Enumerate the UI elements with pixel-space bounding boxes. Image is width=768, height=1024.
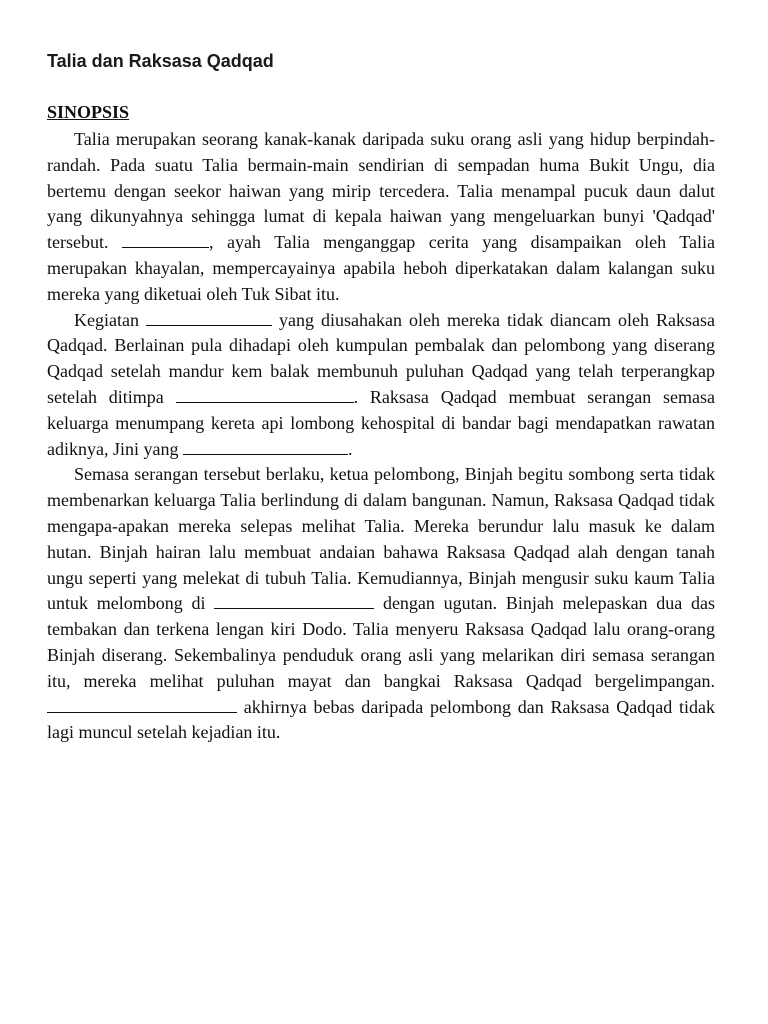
paragraph-3 (47, 462, 715, 746)
paragraph-text: . Raksasa Qadqad membuat serangan semasa keluarga menumpang kereta api lombong kehospital di bandar bagi mendapatkan rawatan adiknya, Jini yang (47, 386, 716, 459)
paragraph-text: yang diusahakan oleh mereka tidak diancam oleh Raksasa Qadqad. Berlainan pula dihadapi oleh kumpulan pembalak dan pelombong yang diserang Qadqad setelah mandur kem balak membunuh puluhan Qadqad yang telah terperangkap setelah ditimpa (47, 309, 716, 407)
paragraph-text: Talia merupakan seorang kanak-kanak daripada suku orang asli yang hidup berpindah-randah. Pada suatu Talia bermain-main sendirian di sempadan huma Bukit Ungu, dia bertemu dengan seekor haiwan yang mirip tercedera. Talia menampal pucuk daun dalut yang dikunyahnya sehingga lumat di kepala haiwan yang mengeluarkan bunyi 'Qadqad' tersebut. (47, 129, 715, 253)
fill-in-blank (214, 594, 374, 609)
paragraph-text: Semasa serangan tersebut berlaku, ketua pelombong, Binjah begitu sombong serta tidak membenarkan keluarga Talia berlindung di dalam bangunan. Namun, Raksasa Qadqad tidak mengapa-apakan mereka selepas melihat Talia. Mereka berundur lalu masuk ke dalam hutan. Binjah hairan lalu membuat andaian bahawa Raksasa Qadqad alah dengan tanah ungu seperti yang melekat di tubuh Talia. Kemudiannya, Binjah mengusir suku kaum Talia untuk melombong di (47, 464, 715, 614)
paragraph-2 (47, 308, 715, 463)
fill-in-blank (47, 698, 237, 713)
paragraph-text: Kegiatan (74, 309, 139, 330)
paragraph-text: . (347, 438, 353, 459)
fill-in-blank (146, 311, 272, 326)
section-heading: SINOPSIS (47, 102, 130, 122)
synopsis-body (47, 127, 715, 746)
paragraph-text: akhirnya bebas daripada pelombong dan Raksasa Qadqad tidak lagi muncul setelah kejadian itu. (47, 696, 716, 743)
paragraph-text: , ayah Talia menganggap cerita yang disampaikan oleh Talia merupakan khayalan, mempercayainya apabila heboh diperkatakan dalam kalangan suku mereka yang diketuai oleh Tuk Sibat itu. (47, 232, 715, 304)
paragraph-text: dengan ugutan. Binjah melepaskan dua das tembakan dan terkena lengan kiri Dodo. Talia menyeru Raksasa Qadqad lalu orang-orang Binjah diserang. Sekembalinya penduduk orang asli yang melarikan diri semasa serangan itu, mereka melihat puluhan mayat dan bangkai Raksasa Qadqad bergelimpangan. (47, 593, 716, 691)
fill-in-blank (176, 388, 354, 403)
fill-in-blank (122, 233, 209, 248)
document-title: Talia dan Raksasa Qadqad (47, 51, 274, 71)
paragraph-1 (47, 127, 715, 308)
fill-in-blank (183, 440, 348, 455)
